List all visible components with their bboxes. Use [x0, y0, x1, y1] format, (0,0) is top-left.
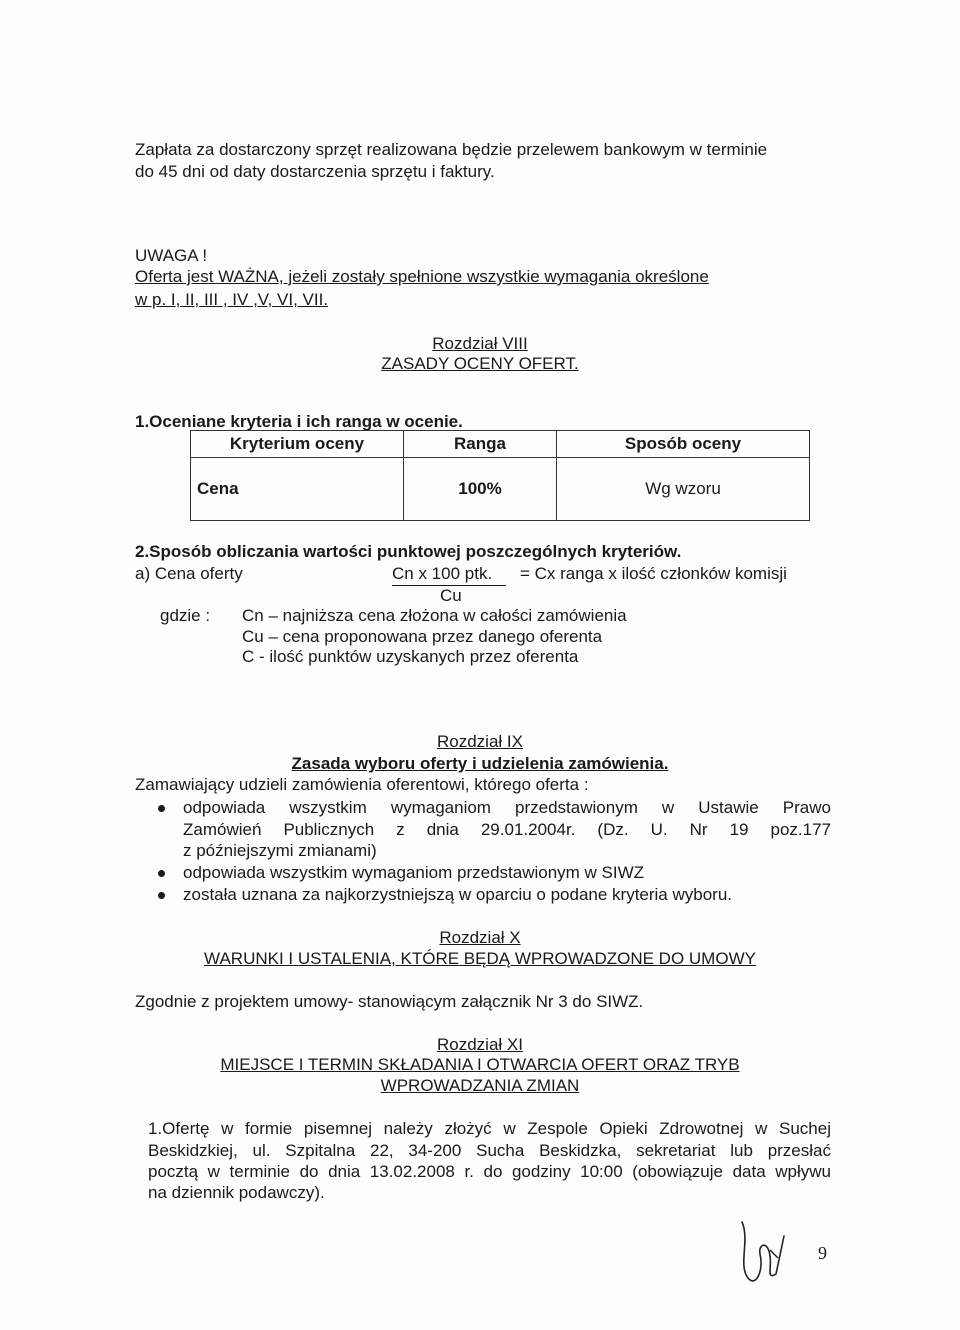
- chapter-10-title: Rozdział X: [439, 928, 521, 947]
- chapter-10-subtitle: WARUNKI I USTALENIA, KTÓRE BĘDĄ WPROWADZONE DO UMOWY: [204, 949, 756, 968]
- formula-where: gdzie :: [160, 606, 211, 625]
- warning-line-1: Oferta jest WAŻNA, jeżeli zostały spełnione wszystkie wymagania określone: [135, 267, 709, 286]
- table-header: Kryterium oceny: [191, 431, 404, 458]
- chapter-11-line-2: Beskidzkiej, ul. Szpitalna 22, 34-200 Sucha Beskidzka, sekretariat lub przesłać: [148, 1141, 831, 1160]
- chapter-11-line-4: na dziennik podawczy).: [148, 1183, 325, 1202]
- criterion-1-line-1: odpowiada wszystkim wymaganiom przedstawionym w Ustawie Prawo: [183, 798, 831, 817]
- bullet-icon: [158, 870, 165, 877]
- formula-denominator: Cu: [440, 586, 462, 605]
- table-cell: Cena: [191, 458, 404, 521]
- criterion-3: została uznana za najkorzystniejszą w oparciu o podane kryteria wyboru.: [183, 885, 733, 904]
- formula-label: a) Cena oferty: [135, 564, 243, 583]
- chapter-11-title: Rozdział XI: [437, 1035, 523, 1054]
- criteria-table: [190, 430, 810, 521]
- criterion-1-line-2: Zamówień Publicznych z dnia 29.01.2004r. (Dz. U. Nr 19 poz.177: [183, 820, 831, 839]
- table-header: Sposób oceny: [557, 431, 810, 458]
- chapter-11-line-1: 1.Ofertę w formie pisemnej należy złożyć w Zespole Opieki Zdrowotnej w Suchej: [148, 1119, 831, 1138]
- chapter-8-subtitle: ZASADY OCENY OFERT.: [381, 354, 579, 373]
- section-1-heading: 1.Oceniane kryteria i ich ranga w ocenie.: [135, 412, 463, 431]
- table-cell: Wg wzoru: [557, 458, 810, 521]
- intro-line-2: do 45 dni od daty dostarczenia sprzętu i faktury.: [135, 162, 495, 181]
- handwritten-signature: [720, 1210, 810, 1300]
- chapter-9-intro: Zamawiający udzieli zamówienia oferentowi, którego oferta :: [135, 775, 589, 794]
- page-number: 9: [818, 1243, 827, 1263]
- formula-def-2: Cu – cena proponowana przez danego oferenta: [242, 627, 603, 646]
- chapter-10-text: Zgodnie z projektem umowy- stanowiącym załącznik Nr 3 do SIWZ.: [135, 992, 644, 1011]
- table-header: Ranga: [404, 431, 557, 458]
- chapter-9-title: Rozdział IX: [437, 732, 523, 751]
- warning-line-2: w p. I, II, III , IV ,V, VI, VII.: [135, 290, 329, 309]
- warning-label: UWAGA !: [135, 246, 208, 265]
- bullet-icon: [158, 892, 165, 899]
- intro-line-1: Zapłata za dostarczony sprzęt realizowana będzie przelewem bankowym w terminie: [135, 140, 768, 159]
- formula-numerator: [392, 563, 506, 586]
- chapter-11-subtitle-2: WPROWADZANIA ZMIAN: [380, 1076, 580, 1095]
- formula-def-1: Cn – najniższa cena złożona w całości zamówienia: [242, 606, 627, 625]
- formula-rest: = Cx ranga x ilość członków komisji: [520, 564, 787, 583]
- bullet-icon: [158, 805, 165, 812]
- chapter-11-subtitle-1: MIEJSCE I TERMIN SKŁADANIA I OTWARCIA OFERT ORAZ TRYB: [220, 1055, 740, 1074]
- criterion-1-line-3: z późniejszymi zmianami): [183, 841, 377, 860]
- formula-def-3: C - ilość punktów uzyskanych przez oferenta: [242, 647, 579, 666]
- criterion-2: odpowiada wszystkim wymaganiom przedstawionym w SIWZ: [183, 863, 645, 882]
- formula-numerator-text: Cn x 100 ptk.: [392, 563, 506, 586]
- chapter-8-title: Rozdział VIII: [432, 334, 528, 353]
- section-2-heading: 2.Sposób obliczania wartości punktowej poszczególnych kryteriów.: [135, 542, 682, 561]
- chapter-11-line-3: pocztą w terminie do dnia 13.02.2008 r. do godziny 10:00 (obowiązuje data wpływu: [148, 1162, 831, 1181]
- table-cell: 100%: [404, 458, 557, 521]
- chapter-9-subtitle: Zasada wyboru oferty i udzielenia zamówienia.: [291, 754, 669, 773]
